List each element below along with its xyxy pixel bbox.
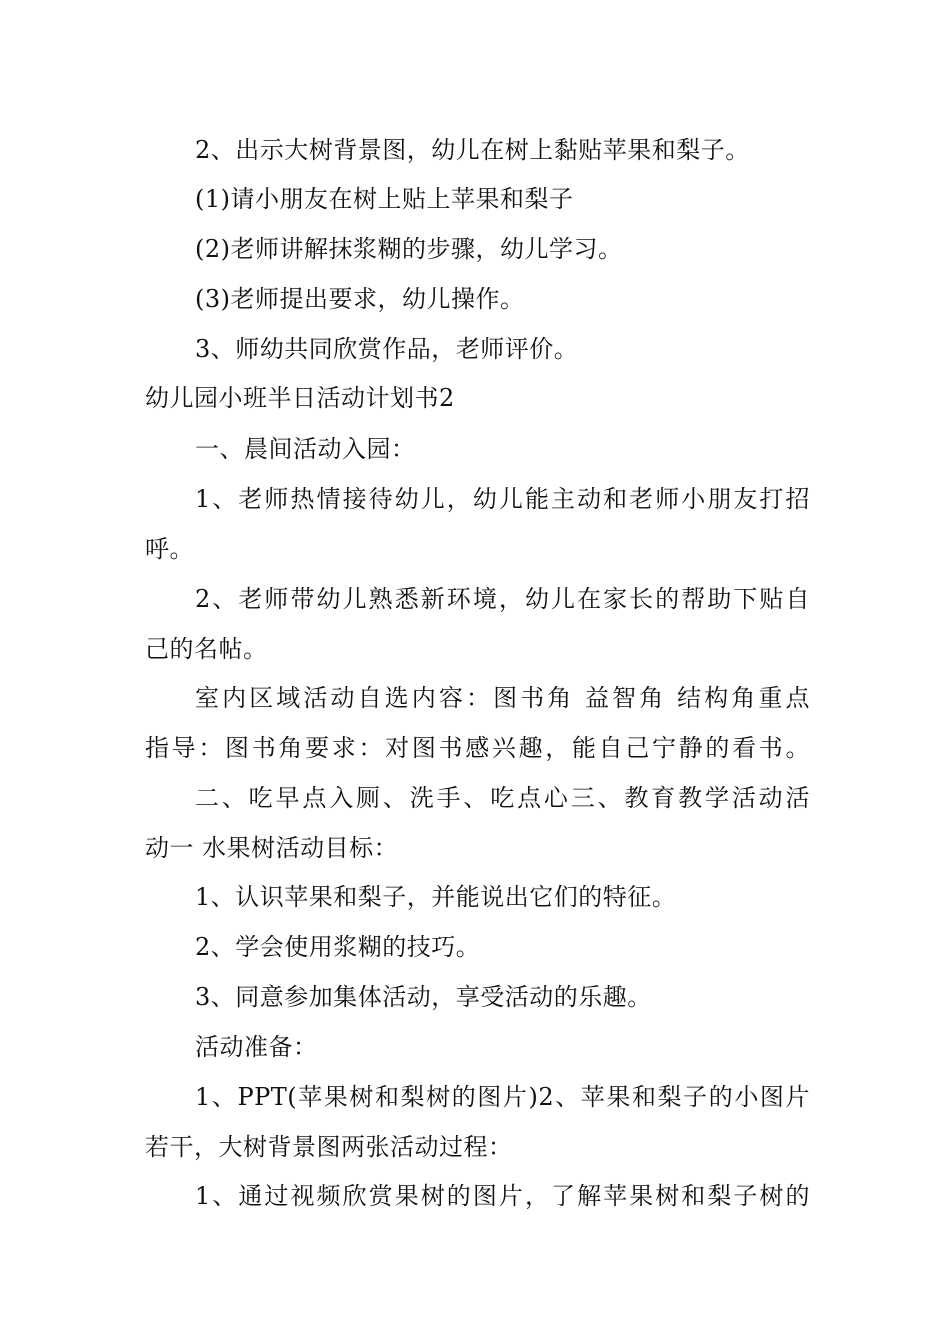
paragraph-line: 3、师幼共同欣赏作品，老师评价。: [195, 335, 579, 363]
paragraph-line: 1、认识苹果和梨子，并能说出它们的特征。: [195, 883, 677, 911]
section-heading: 幼儿园小班半日活动计划书2: [145, 384, 455, 412]
paragraph-line: 二、吃早点入厕、洗手、吃点心三、教育教学活动活: [195, 784, 810, 812]
paragraph-line: 室内区域活动自选内容：图书角 益智角 结构角重点: [195, 684, 810, 712]
paragraph-line: 指导：图书角要求：对图书感兴趣，能自己宁静的看书。: [145, 734, 810, 762]
paragraph-line: 活动准备：: [195, 1033, 318, 1061]
paragraph-line: 2、学会使用浆糊的技巧。: [195, 933, 481, 961]
paragraph-line: 1、PPT(苹果树和梨树的图片)2、苹果和梨子的小图片: [195, 1083, 810, 1111]
paragraph-line: (1)请小朋友在树上贴上苹果和梨子: [195, 185, 574, 213]
paragraph-line: 呼。: [145, 535, 194, 563]
paragraph-line: 2、老师带幼儿熟悉新环境，幼儿在家长的帮助下贴自: [195, 585, 810, 613]
paragraph-line: (2)老师讲解抹浆糊的步骤，幼儿学习。: [195, 235, 623, 263]
paragraph-line: 3、同意参加集体活动，享受活动的乐趣。: [195, 983, 652, 1011]
paragraph-line: (3)老师提出要求，幼儿操作。: [195, 285, 525, 313]
paragraph-line: 1、老师热情接待幼儿，幼儿能主动和老师小朋友打招: [195, 485, 810, 513]
paragraph-line: 2、出示大树背景图，幼儿在树上黏贴苹果和梨子。: [195, 136, 750, 164]
paragraph-line: 动一 水果树活动目标：: [145, 834, 399, 862]
paragraph-line: 己的名帖。: [145, 635, 268, 663]
paragraph-line: 若干，大树背景图两张活动过程：: [145, 1133, 513, 1161]
paragraph-line: 一、晨间活动入园：: [195, 435, 416, 463]
paragraph-line: 1、通过视频欣赏果树的图片，了解苹果树和梨子树的: [195, 1182, 810, 1210]
